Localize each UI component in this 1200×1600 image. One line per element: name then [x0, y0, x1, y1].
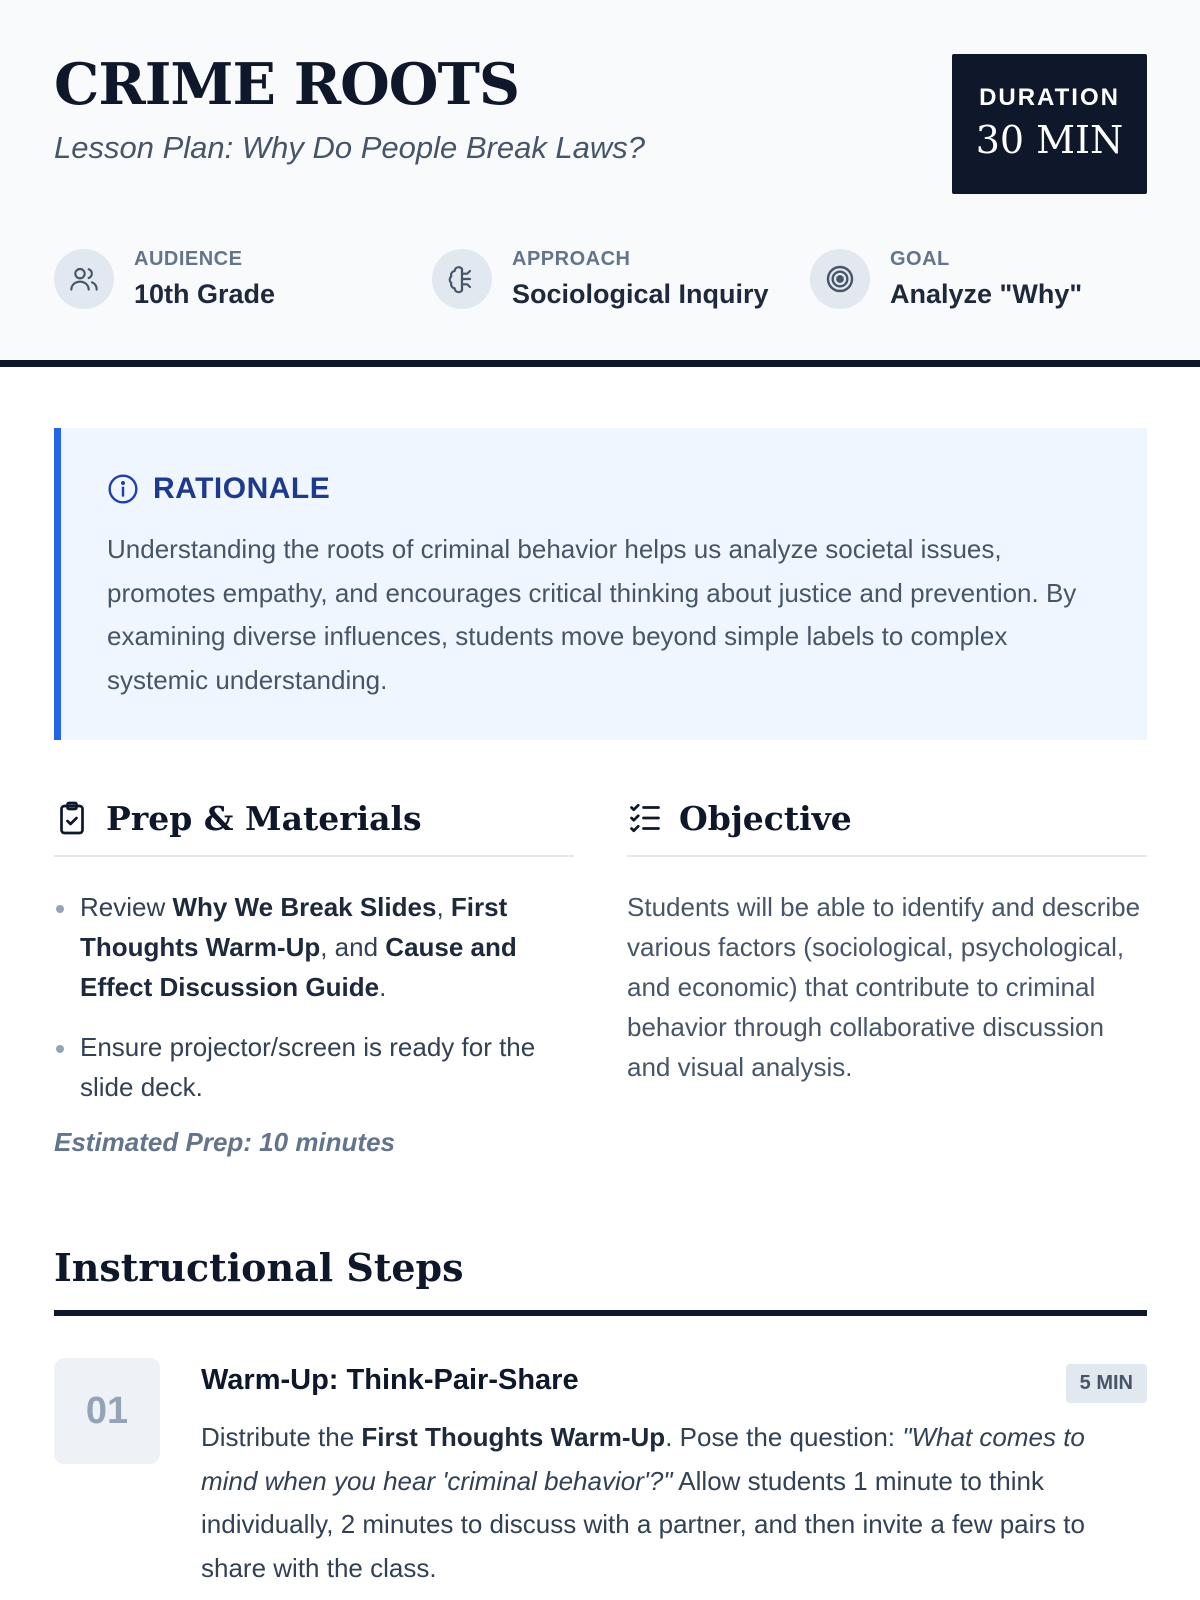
rationale-title: RATIONALE [153, 472, 331, 505]
users-icon [54, 249, 114, 309]
rationale-box [54, 428, 1147, 740]
info-icon [107, 473, 139, 505]
prep-title: Prep & Materials [106, 798, 422, 838]
prep-estimate: Estimated Prep: 10 minutes [54, 1127, 395, 1157]
objective-heading [627, 795, 1147, 857]
target-icon [810, 249, 870, 309]
meta-audience-value: 10th Grade [134, 279, 276, 309]
list-item: Review Why We Break Slides, First Thoughts Warm-Up, and Cause and Effect Discussion Guide. [54, 887, 574, 1007]
objective-section [627, 795, 1147, 1087]
checklist-icon [627, 800, 663, 836]
rationale-heading [107, 472, 330, 506]
step-number: 01 [54, 1358, 160, 1464]
prep-heading [54, 795, 574, 857]
objective-text: Students will be able to identify and describe various factors (sociological, psychological, and economic) that contribute to criminal behavior through collaborative discussion and visual analysis. [627, 892, 1141, 1082]
meta-goal-label: GOAL [890, 248, 950, 270]
clipboard-check-icon [54, 800, 90, 836]
meta-audience-label: AUDIENCE [134, 248, 243, 270]
lesson-header [0, 0, 1200, 367]
page-subtitle: Lesson Plan: Why Do People Break Laws? [54, 130, 646, 165]
rationale-text: Understanding the roots of criminal behavior helps us analyze societal issues, promotes empathy, and encourages critical thinking about justice and prevention. By examining diverse influences, students move beyond simple labels to complex systemic understanding. [107, 534, 1077, 695]
meta-goal [810, 248, 1082, 310]
steps-divider [54, 1310, 1147, 1316]
meta-approach [432, 248, 769, 310]
duration-badge [952, 54, 1147, 194]
step-title: Warm-Up: Think-Pair-Share [201, 1364, 579, 1396]
brain-icon [432, 249, 492, 309]
steps-title: Instructional Steps [54, 1245, 464, 1290]
meta-approach-label: APPROACH [512, 248, 631, 270]
meta-audience [54, 248, 275, 310]
duration-value: 30 MIN [975, 118, 1124, 162]
meta-goal-value: Analyze "Why" [890, 279, 1083, 309]
objective-title: Objective [679, 798, 852, 838]
page-title: CRIME ROOTS [54, 51, 520, 118]
duration-label: DURATION [979, 84, 1120, 111]
prep-section [54, 795, 574, 1158]
meta-approach-value: Sociological Inquiry [512, 279, 769, 309]
prep-list [54, 887, 574, 1107]
list-item: Ensure projector/screen is ready for the slide deck. [54, 1027, 574, 1107]
step-description: Distribute the First Thoughts Warm-Up. Pose the question: "What comes to mind when you hear 'criminal behavior'?" Allow students 1 minute to think individually, 2 minutes to discuss with a partner, and then invite a few pairs to share with the class. [201, 1422, 1085, 1583]
step-time-badge: 5 MIN [1066, 1364, 1147, 1403]
